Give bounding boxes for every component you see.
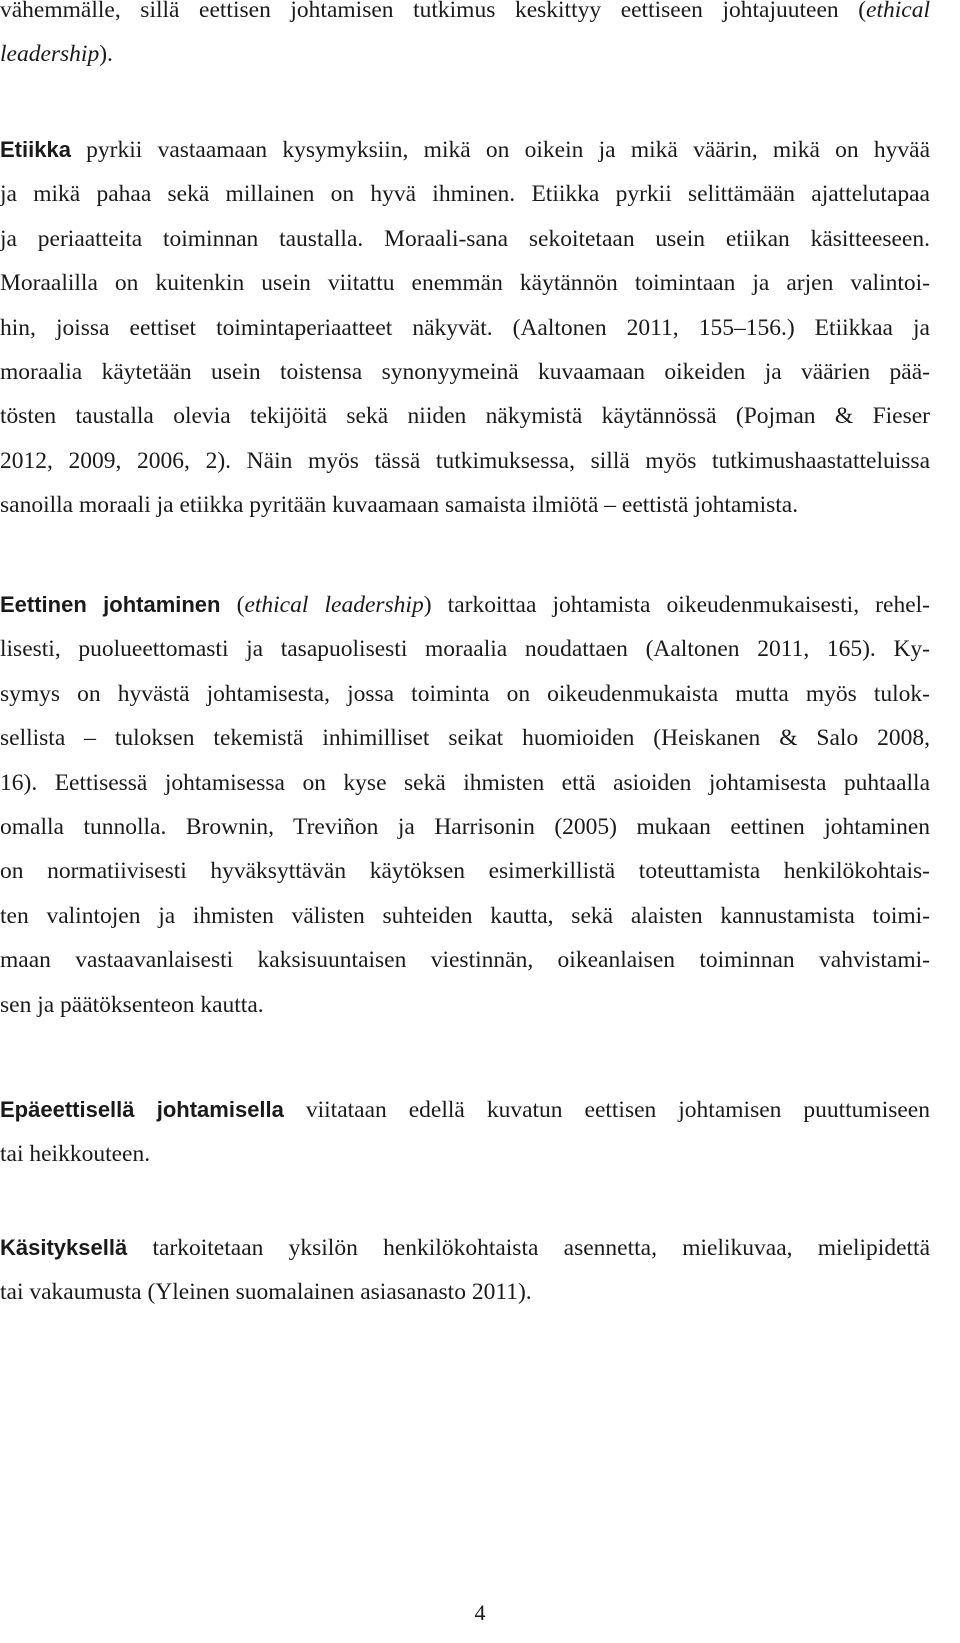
text-segment: vähemmälle, sillä eettisen johtamisen tutkimus keskittyy eettiseen johtajuuteen ( [0, 0, 867, 23]
text-line [0, 1088, 930, 1132]
text-line [0, 350, 930, 394]
text-segment: lisesti, puolueettomasti ja tasapuolisesti moraalia noudattaen (Aaltonen 2011, 165). Ky- [0, 636, 930, 663]
text-line [0, 894, 930, 938]
defined-term: Käsityksellä [0, 1235, 128, 1260]
text-segment: maan vastaavanlaisesti kaksisuuntaisen viestinnän, oikeanlaisen toiminnan vahvistami- [0, 947, 930, 974]
text-line [0, 938, 930, 982]
text-line [0, 1132, 930, 1176]
text-segment: ja periaatteita toiminnan taustalla. Moraali-sana sekoitetaan usein etiikan käsitteeseen. [0, 225, 930, 252]
text-segment: moraalia käytetään usein toistensa synonyymeinä kuvaamaan oikeiden ja väärien pää- [0, 359, 930, 386]
text-line [0, 1270, 930, 1314]
text-segment: 16). Eettisessä johtamisessa on kyse sekä ihmisten että asioiden johtamisesta puhtaalla [0, 769, 930, 796]
text-line [0, 1226, 930, 1270]
paragraph-eettinen-johtaminen-definition [0, 583, 930, 1027]
english-term: leadership [0, 41, 100, 68]
text-line [0, 483, 930, 527]
text-segment: symys on hyvästä johtamisesta, jossa toiminta on oikeudenmukaista mutta myös tulok- [0, 680, 930, 707]
text-segment: ten valintojen ja ihmisten välisten suhteiden kautta, sekä alaisten kannustamista toimi- [0, 902, 930, 929]
text-line [0, 0, 930, 32]
text-line [0, 128, 930, 172]
text-line [0, 716, 930, 760]
text-segment: on normatiivisesti hyväksyttävän käytöksen esimerkillistä toteuttamista henkilökohtais- [0, 858, 930, 885]
defined-term: Eettinen johtaminen [0, 592, 221, 617]
text-line [0, 172, 930, 216]
text-line [0, 849, 930, 893]
text-line [0, 672, 930, 716]
text-segment: omalla tunnolla. Brownin, Treviñon ja Harrisonin (2005) mukaan eettinen johtaminen [0, 814, 930, 841]
text-segment: sanoilla moraali ja etiikka pyritään kuvaamaan samaista ilmiötä – eettistä johtamista. [0, 492, 799, 519]
text-line [0, 627, 930, 671]
text-segment: tösten taustalla olevia tekijöitä sekä niiden näkymistä käytännössä (Pojman & Fieser [0, 403, 930, 430]
paragraph-kasitys-definition [0, 1226, 930, 1315]
text-line [0, 394, 930, 438]
text-line [0, 261, 930, 305]
text-segment: 2012, 2009, 2006, 2). Näin myös tässä tutkimuksessa, sillä myös tutkimushaastatteluissa [0, 447, 930, 474]
text-line [0, 583, 930, 627]
english-term: ethical leadership [244, 592, 424, 618]
text-line [0, 983, 930, 1027]
text-segment: sen ja päätöksenteon kautta. [0, 991, 264, 1018]
text-line [0, 32, 930, 76]
text-segment: ( [220, 592, 245, 618]
paragraph-intro-continuation [0, 0, 930, 77]
text-segment: hin, joissa eettiset toimintaperiaatteet näkyvät. (Aaltonen 2011, 155–156.) Etiikkaa ja [0, 314, 930, 341]
defined-term: Epäeettisellä johtamisella [0, 1097, 284, 1122]
text-line [0, 217, 930, 261]
text-line [0, 306, 930, 350]
english-term: ethical [866, 0, 930, 23]
paragraph-epaeettinen-johtaminen-definition [0, 1088, 930, 1177]
page-number: 4 [474, 1600, 486, 1625]
text-segment: sellista – tuloksen tekemistä inhimilliset seikat huomioiden (Heiskanen & Salo 2008, [0, 725, 930, 752]
text-segment: pyrkii vastaamaan kysymyksiin, mikä on oikein ja mikä väärin, mikä on hyvää [70, 137, 930, 163]
paragraph-etiikka-definition [0, 128, 930, 528]
text-segment: viitataan edellä kuvatun eettisen johtamisen puuttumiseen [283, 1097, 930, 1123]
text-segment: Moraalilla on kuitenkin usein viitattu enemmän käytännön toimintaan ja arjen valintoi- [0, 270, 930, 297]
text-line [0, 805, 930, 849]
text-line [0, 439, 930, 483]
defined-term: Etiikka [0, 137, 71, 162]
text-segment: ja mikä pahaa sekä millainen on hyvä ihminen. Etiikka pyrkii selittämään ajattelutapaa [0, 181, 930, 208]
text-segment: tai vakaumusta (Yleinen suomalainen asiasanasto 2011). [0, 1279, 532, 1306]
text-line [0, 761, 930, 805]
text-segment: tai heikkouteen. [0, 1141, 151, 1168]
text-segment: ) tarkoittaa johtamista oikeudenmukaisesti, rehel- [423, 592, 930, 618]
text-segment: tarkoitetaan yksilön henkilökohtaista asennetta, mielikuvaa, mielipidettä [127, 1235, 930, 1261]
text-segment: ). [99, 41, 113, 68]
